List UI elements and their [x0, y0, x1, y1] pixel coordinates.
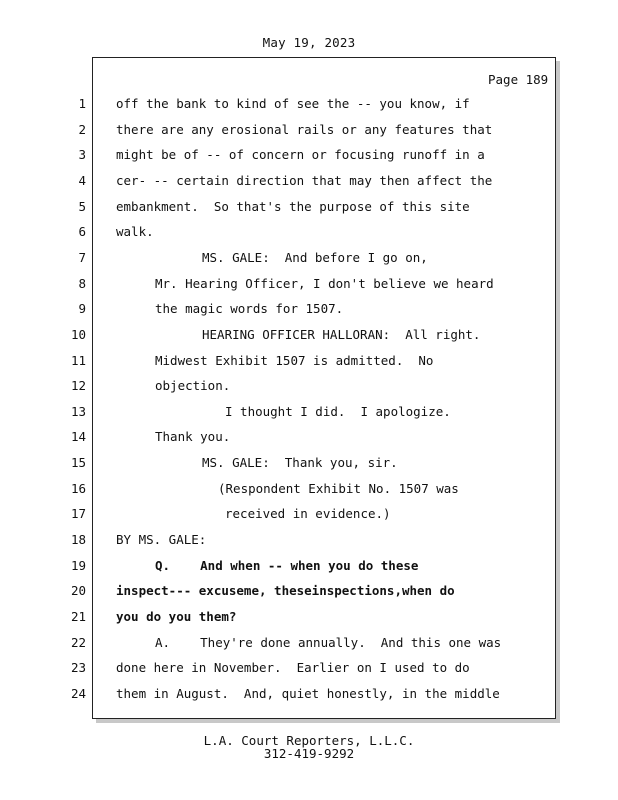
line-number: 3 [78, 147, 86, 163]
footer-company: L.A. Court Reporters, L.L.C. [203, 733, 415, 748]
line-text: the magic words for 1507. [155, 301, 344, 317]
header-date: May 19, 2023 [262, 35, 356, 50]
line-text: there are any erosional rails or any features that [116, 121, 493, 137]
line-number: 6 [78, 224, 86, 240]
line-number: 13 [70, 403, 86, 419]
line-text: done here in November. Earlier on I used to do [116, 660, 470, 676]
line-text: objection. [155, 378, 231, 394]
line-text: embankment. So that's the purpose of this site [116, 198, 470, 214]
line-text: Q. And when -- when you do these [155, 557, 419, 573]
line-number: 15 [70, 455, 86, 471]
line-text: MS. GALE: Thank you, sir. [202, 455, 398, 471]
line-text: BY MS. GALE: [116, 532, 207, 548]
line-number: 20 [70, 583, 86, 599]
line-number: 10 [70, 326, 86, 342]
line-text: you do you them? [116, 609, 237, 624]
line-number: 19 [70, 557, 86, 573]
line-text: off the bank to kind of see the -- you know, if [116, 96, 470, 111]
line-number: 8 [78, 275, 86, 291]
line-number: 17 [70, 506, 86, 522]
page-number: Page 189 [488, 72, 549, 87]
footer-phone: 312-419-9292 [263, 746, 355, 761]
line-text: them in August. And, quiet honestly, in the middle [116, 685, 500, 701]
line-number: 12 [70, 378, 86, 394]
line-number: 21 [70, 609, 86, 624]
line-text: Midwest Exhibit 1507 is admitted. No [155, 352, 434, 368]
line-number: 16 [70, 480, 86, 496]
line-number: 14 [70, 429, 86, 445]
line-text: cer- -- certain direction that may then affect the [116, 172, 493, 188]
line-number: 4 [78, 172, 86, 188]
line-number: 22 [70, 634, 86, 650]
line-text: Mr. Hearing Officer, I don't believe we heard [155, 275, 494, 291]
line-text: Thank you. [155, 429, 231, 445]
line-number: 18 [70, 532, 86, 548]
line-text: walk. [116, 224, 154, 240]
line-number: 5 [78, 198, 86, 214]
line-text: received in evidence.) [225, 506, 391, 522]
line-number: 23 [70, 660, 86, 676]
line-text: A. They're done annually. And this one was [155, 634, 502, 650]
line-text: might be of -- of concern or focusing runoff in a [116, 147, 485, 163]
line-text: HEARING OFFICER HALLORAN: All right. [202, 326, 481, 342]
line-number: 2 [78, 121, 86, 137]
line-text: MS. GALE: And before I go on, [202, 249, 428, 265]
line-number: 11 [70, 352, 86, 368]
line-number: 24 [70, 685, 86, 701]
line-text: I thought I did. I apologize. [225, 403, 451, 419]
line-text: (Respondent Exhibit No. 1507 was [218, 480, 459, 496]
line-number: 7 [78, 249, 86, 265]
line-number: 1 [78, 96, 86, 111]
line-text: inspect--- excuseme, theseinspections,when do [116, 583, 455, 599]
line-number: 9 [78, 301, 86, 317]
